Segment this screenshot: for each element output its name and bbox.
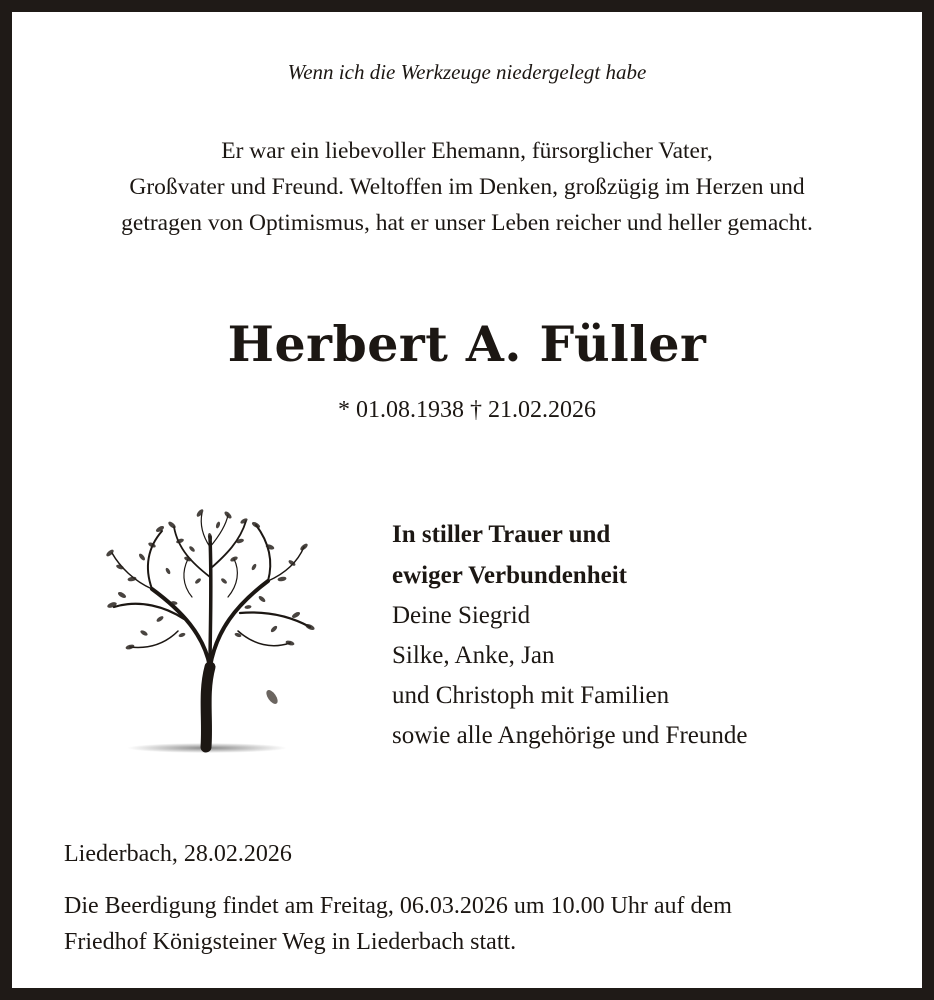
mourner-line: Deine Siegrid — [392, 602, 531, 629]
mourner-line: Silke, Anke, Jan — [392, 642, 555, 669]
funeral-line: Friedhof Königsteiner Weg in Liederbach statt. — [64, 929, 517, 955]
mourning-heading: ewiger Verbundenheit — [392, 562, 627, 589]
mourners-block — [392, 514, 912, 756]
mourning-heading: In stiller Trauer und — [392, 521, 611, 548]
mourner-line: und Christoph mit Familien — [392, 682, 670, 709]
intro-line: getragen von Optimismus, hat er unser Leben reicher und heller gemacht. — [121, 210, 813, 236]
motto: Wenn ich die Werkzeuge niedergelegt habe — [287, 60, 647, 84]
obituary-notice — [12, 12, 922, 988]
intro-text — [32, 133, 902, 241]
intro-line: Großvater und Freund. Weltoffen im Denken, großzügig im Herzen und — [129, 174, 805, 200]
tree-icon — [82, 507, 322, 757]
life-dates: * 01.08.1938 † 21.02.2026 — [338, 397, 596, 423]
place-date: Liederbach, 28.02.2026 — [64, 841, 292, 867]
intro-line: Er war ein liebevoller Ehemann, fürsorglicher Vater, — [221, 138, 713, 164]
funeral-line: Die Beerdigung findet am Freitag, 06.03.2026 um 10.00 Uhr auf dem — [64, 893, 732, 919]
funeral-info — [64, 888, 904, 960]
mourner-line: sowie alle Angehörige und Freunde — [392, 722, 748, 749]
deceased-name: Herbert A. Füller — [227, 315, 707, 373]
